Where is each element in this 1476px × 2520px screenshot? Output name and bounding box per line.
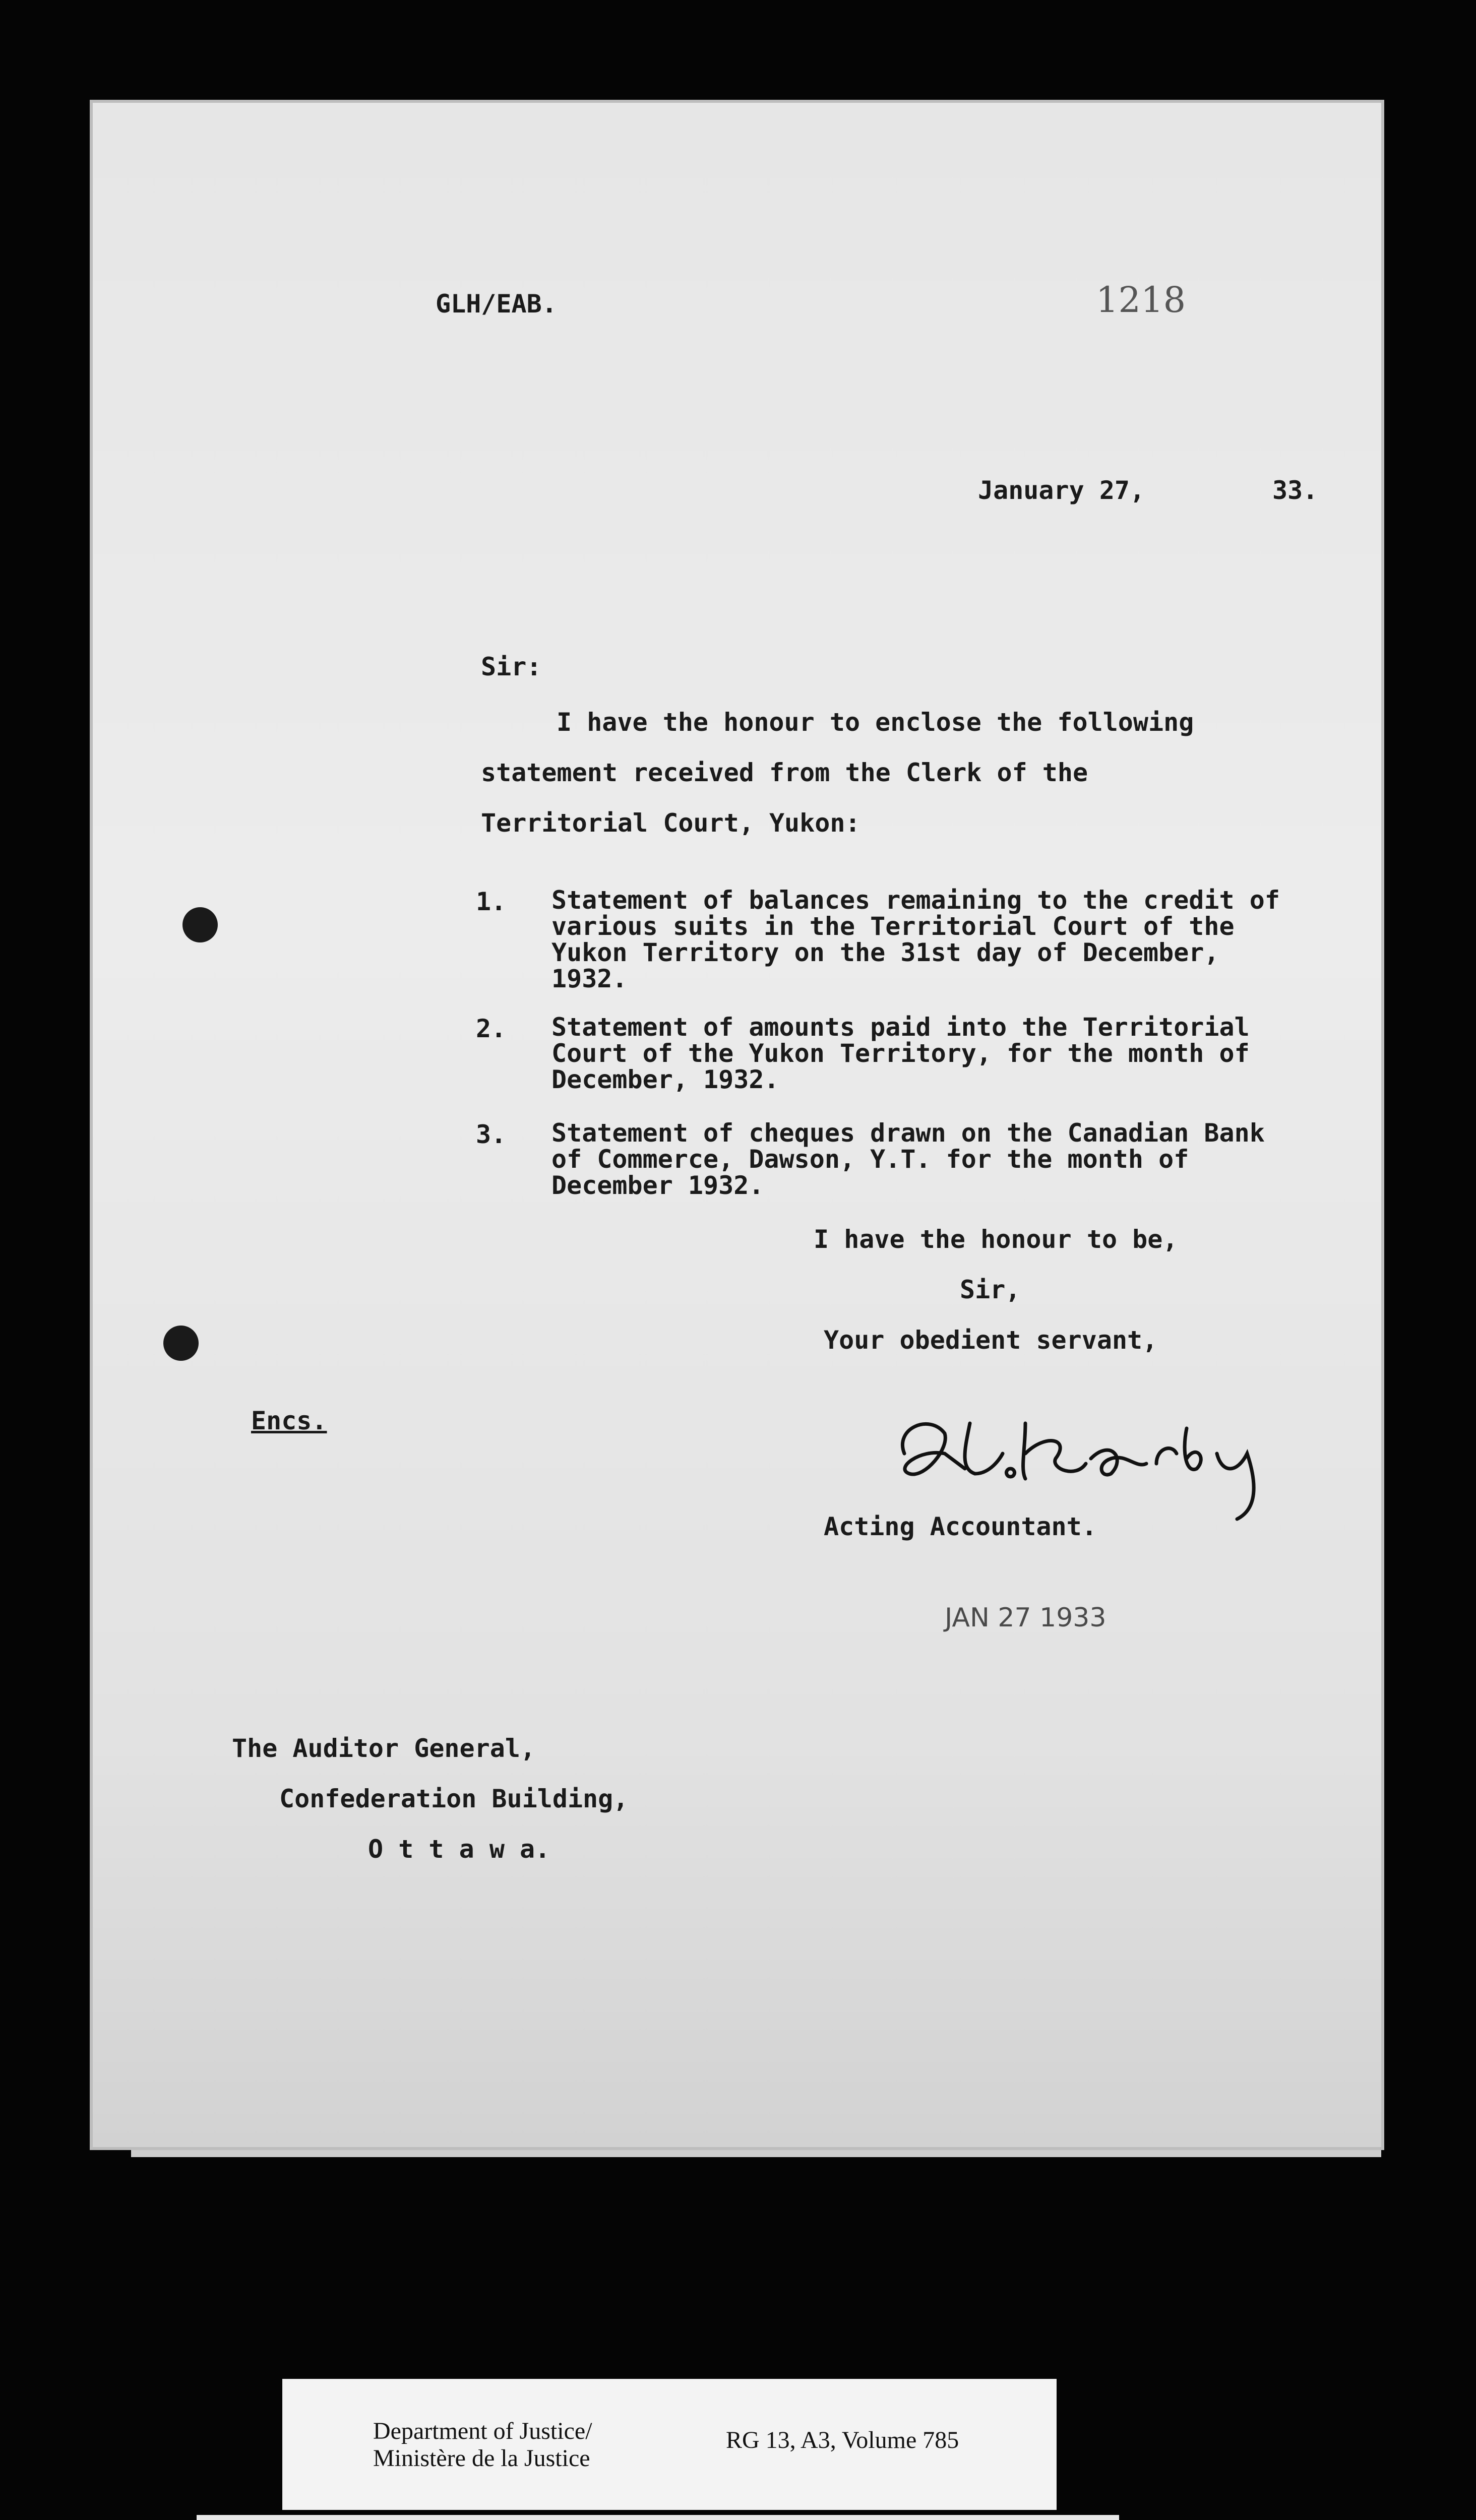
department-line: Ministère de la Justice — [373, 2445, 590, 2472]
reference-code: GLH/EAB. — [436, 289, 557, 319]
received-stamp: JAN 27 1933 — [945, 1603, 1106, 1633]
salutation: Sir: — [481, 652, 542, 681]
item-text: Statement of balances remaining to the credit of various suits in the Territorial Court of the Yukon Territory on the 31st day of December, 1932. — [551, 886, 1280, 993]
punch-hole — [182, 907, 218, 942]
department-line: Department of Justice/ — [373, 2418, 592, 2444]
signer-title: Acting Accountant. — [824, 1512, 1097, 1541]
item-number: 1. — [476, 887, 507, 916]
intro-line: I have the honour to enclose the following — [557, 708, 1194, 737]
addressee-line: Confederation Building, — [279, 1784, 629, 1813]
letter-year: 33. — [1272, 476, 1318, 505]
letter-date: January 27, — [978, 476, 1145, 505]
item-number: 3. — [476, 1120, 507, 1149]
letter-page — [93, 103, 1381, 2147]
punch-hole — [163, 1326, 199, 1361]
closing-line: Sir, — [960, 1275, 1021, 1304]
addressee-line: O t t a w a. — [368, 1835, 550, 1864]
archive-reference-label — [282, 2379, 1057, 2510]
enclosure-note: Encs. — [251, 1406, 327, 1435]
intro-line: Territorial Court, Yukon: — [481, 808, 860, 838]
item-text: Statement of cheques drawn on the Canadian Bank of Commerce, Dawson, Y.T. for the month of December 1932. — [551, 1118, 1265, 1200]
archives-stamp — [197, 2515, 1119, 2520]
closing-line: I have the honour to be, — [814, 1225, 1178, 1254]
record-group-reference: RG 13, A3, Volume 785 — [726, 2427, 959, 2453]
intro-line: statement received from the Clerk of the — [481, 758, 1088, 787]
signature — [874, 1393, 1328, 1524]
closing-line: Your obedient servant, — [824, 1326, 1158, 1355]
item-text: Statement of amounts paid into the Territorial Court of the Yukon Territory, for the month of December, 1932. — [551, 1013, 1250, 1094]
file-number: 1218 — [1096, 279, 1186, 321]
item-number: 2. — [476, 1014, 507, 1043]
addressee-line: The Auditor General, — [232, 1734, 536, 1763]
